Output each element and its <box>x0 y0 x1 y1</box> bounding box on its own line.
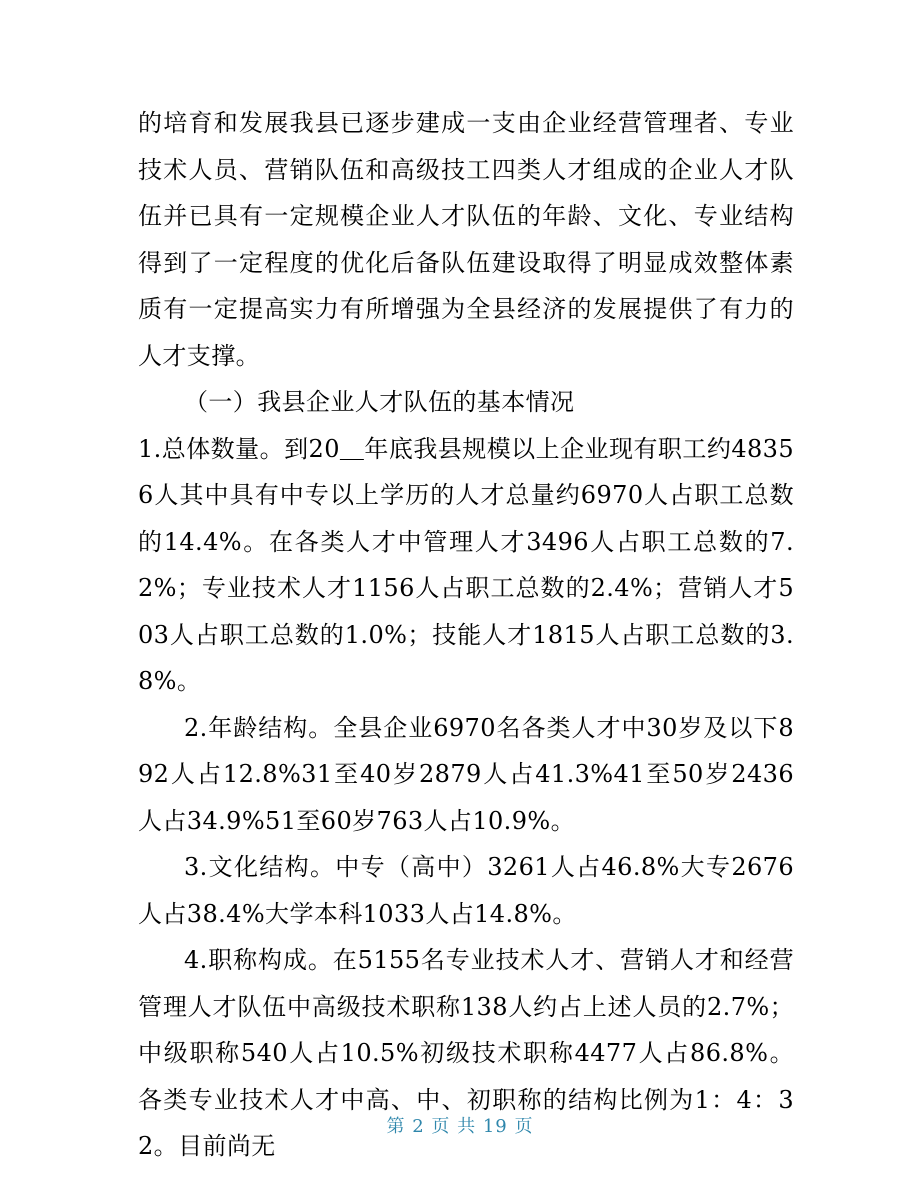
section-heading: （一）我县企业人才队伍的基本情况 <box>184 388 575 416</box>
paragraph-age-structure: 2.年龄结构。全县企业6970名各类人才中30岁及以下892人占12.8%31至40岁2879人占41.3%41至50岁2436人占34.9%51至60岁763人占10.9%。 <box>138 713 794 835</box>
document-body <box>138 100 794 1170</box>
page-number-footer: 第 2 页 共 19 页 <box>386 1116 534 1137</box>
paragraph-intro-continuation: 的培育和发展我县已逐步建成一支由企业经营管理者、专业技术人员、营销队伍和高级技工四类人才组成的企业人才队伍并已具有一定规模企业人才队伍的年龄、文化、专业结构得到了一定程度的优化后备队伍建设取得了明显成效整体素质有一定提高实力有所增强为全县经济的发展提供了有力的人才支撑。 <box>138 109 794 370</box>
paragraph-total-quantity: 1.总体数量。到20＿年底我县规模以上企业现有职工约48356人其中具有中专以上学历的人才总量约6970人占职工总数的14.4%。在各类人才中管理人才3496人占职工总数的7.2%；专业技术人才1156人占职工总数的2.4%；营销人才503人占职工总数的1.0%；技能人才1815人占职工总数的3.8%。 <box>138 434 794 695</box>
paragraph-title-composition: 4.职称构成。在5155名专业技术人才、营销人才和经营管理人才队伍中高级技术职称138人约占上述人员的2.7%；中级职称540人占10.5%初级技术职称4477人占86.8%。各类专业技术人才中高、中、初职称的结构比例为1：4：32。目前尚无 <box>138 946 794 1160</box>
paragraph-education-structure: 3.文化结构。中专（高中）3261人占46.8%大专2676人占38.4%大学本科1033人占14.8%。 <box>138 853 794 928</box>
